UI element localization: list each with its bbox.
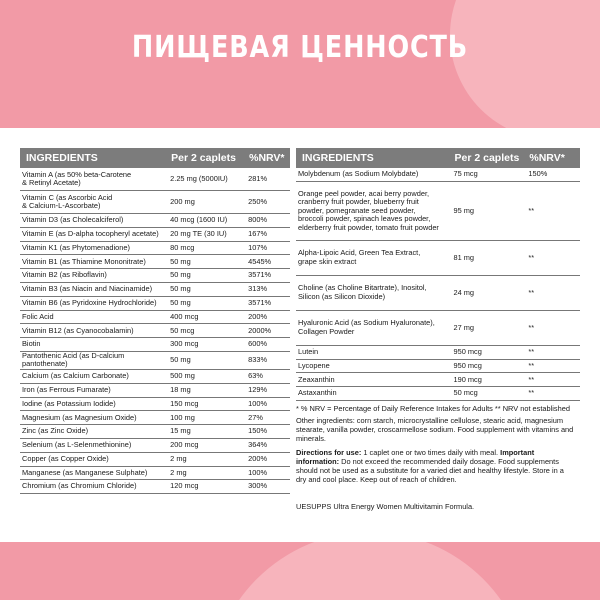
nrv-cell: 129% [246,383,290,397]
ingredients-table-right [296,148,580,401]
ingredient-cell: Astaxanthin [296,387,452,401]
nrv-cell: 600% [246,338,290,352]
nrv-cell: 63% [246,369,290,383]
nrv-cell: 313% [246,282,290,296]
nrv-cell: 3571% [246,269,290,283]
important-text: Do not exceed the recommended daily dosage. Food supplements should not be used as a substitute for a varied diet and healthy lifestyle. Store in a dry and cool place. Keep out of reach of children. [296,457,564,484]
table-row [20,438,290,452]
amount-cell: 400 mcg [168,310,246,324]
amount-cell: 50 mg [168,255,246,269]
amount-cell: 2 mg [168,466,246,480]
ingredient-cell: Vitamin B2 (as Riboflavin) [20,269,168,283]
page-title: ПИЩЕВАЯ ЦЕННОСТЬ [131,30,469,65]
table-row [20,351,290,369]
nrv-cell: 833% [246,351,290,369]
ingredient-cell: Alpha-Lipoic Acid, Green Tea Extract, grape skin extract [296,240,452,275]
ingredient-cell: Zinc (as Zinc Oxide) [20,425,168,439]
header-ingredients: INGREDIENTS [20,148,168,168]
table-row [20,397,290,411]
nrv-cell: ** [526,359,580,373]
ingredient-cell: Pantothenic Acid (as D-calcium pantothenate) [20,351,168,369]
table-body-left [20,168,290,494]
nrv-cell: ** [526,310,580,345]
amount-cell: 200 mcg [168,438,246,452]
amount-cell: 81 mg [452,240,527,275]
ingredient-cell: Vitamin B3 (as Niacin and Niacinamide) [20,282,168,296]
amount-cell: 100 mg [168,411,246,425]
ingredient-cell: Hyaluronic Acid (as Sodium Hyaluronate), Collagen Powder [296,310,452,345]
nrv-cell: 281% [246,168,290,191]
ingredient-cell: Vitamin A (as 50% beta-Carotene & Retinyl Acetate) [20,168,168,191]
nrv-cell: 100% [246,466,290,480]
amount-cell: 50 mg [168,269,246,283]
header-nrv: %NRV* [246,148,290,168]
table-row [20,466,290,480]
amount-cell: 80 mcg [168,241,246,255]
table-row [20,214,290,228]
header-ingredients: INGREDIENTS [296,148,452,168]
directions-label: Directions for use: [296,448,362,457]
ingredient-cell: Vitamin C (as Ascorbic Acid & Calcium-L-Ascorbate) [20,191,168,214]
nrv-cell: ** [526,181,580,240]
header-per: Per 2 caplets [168,148,246,168]
ingredient-cell: Folic Acid [20,310,168,324]
amount-cell: 200 mg [168,191,246,214]
table-row [296,345,580,359]
ingredient-cell: Molybdenum (as Sodium Molybdate) [296,168,452,181]
ingredient-cell: Vitamin E (as D-alpha tocopheryl acetate) [20,227,168,241]
nrv-cell: 250% [246,191,290,214]
amount-cell: 20 mg TE (30 IU) [168,227,246,241]
nrv-cell: 107% [246,241,290,255]
nrv-cell: ** [526,275,580,310]
table-row [296,387,580,401]
ingredient-cell: Iron (as Ferrous Fumarate) [20,383,168,397]
table-row [20,338,290,352]
ingredient-cell: Vitamin D3 (as Cholecalciferol) [20,214,168,228]
nrv-cell: 800% [246,214,290,228]
table-row [296,373,580,387]
amount-cell: 15 mg [168,425,246,439]
amount-cell: 50 mcg [452,387,527,401]
table-row [296,359,580,373]
amount-cell: 120 mcg [168,480,246,494]
nrv-cell: 200% [246,310,290,324]
ingredient-cell: Vitamin B6 (as Pyridoxine Hydrochloride) [20,296,168,310]
ingredient-cell: Manganese (as Manganese Sulphate) [20,466,168,480]
nutrition-panel [20,148,580,536]
amount-cell: 300 mcg [168,338,246,352]
ingredient-cell: Vitamin K1 (as Phytomenadione) [20,241,168,255]
table-row [20,411,290,425]
ingredient-cell: Zeaxanthin [296,373,452,387]
amount-cell: 50 mg [168,282,246,296]
ingredient-cell: Selenium (as L-Selenmethionine) [20,438,168,452]
nrv-cell: 3571% [246,296,290,310]
ingredient-cell: Lycopene [296,359,452,373]
ingredient-cell: Chromium (as Chromium Chloride) [20,480,168,494]
ingredient-cell: Lutein [296,345,452,359]
amount-cell: 18 mg [168,383,246,397]
table-row [296,240,580,275]
ingredient-cell: Orange peel powder, acai berry powder, cranberry fruit powder, blueberry fruit powder, pomegranate seed powder, broccoli powder, spinach leaves powder, elderberry fruit powder, tomato fruit powder [296,181,452,240]
table-row [20,255,290,269]
table-row [20,310,290,324]
footer-band [0,542,600,600]
ingredient-cell: Copper (as Copper Oxide) [20,452,168,466]
amount-cell: 95 mg [452,181,527,240]
amount-cell: 50 mg [168,351,246,369]
amount-cell: 2.25 mg (5000IU) [168,168,246,191]
header-nrv: %NRV* [526,148,580,168]
table-row [20,480,290,494]
ingredient-cell: Vitamin B1 (as Thiamine Mononitrate) [20,255,168,269]
amount-cell: 950 mcg [452,359,527,373]
formula-name: UESUPPS Ultra Energy Women Multivitamin Formula. [296,502,475,511]
table-row [20,324,290,338]
nrv-cell: 100% [246,397,290,411]
nrv-cell: 300% [246,480,290,494]
ingredient-cell: Magnesium (as Magnesium Oxide) [20,411,168,425]
nrv-cell: 150% [246,425,290,439]
table-row [20,369,290,383]
table-header [296,148,580,168]
amount-cell: 40 mcg (1600 IU) [168,214,246,228]
amount-cell: 27 mg [452,310,527,345]
amount-cell: 75 mcg [452,168,527,181]
table-row [296,181,580,240]
directions-block [296,448,576,484]
amount-cell: 2 mg [168,452,246,466]
nrv-cell: 167% [246,227,290,241]
decorative-circle [210,542,530,600]
ingredient-cell: Choline (as Choline Bitartrate), Inositol, Silicon (as Silicon Dioxide) [296,275,452,310]
amount-cell: 950 mcg [452,345,527,359]
table-row [20,383,290,397]
nrv-cell: 4545% [246,255,290,269]
nrv-cell: ** [526,345,580,359]
ingredient-cell: Iodine (as Potassium Iodide) [20,397,168,411]
nrv-cell: ** [526,373,580,387]
table-row [296,310,580,345]
amount-cell: 50 mcg [168,324,246,338]
ingredients-table-left [20,148,290,494]
ingredient-cell: Vitamin B12 (as Cyanocobalamin) [20,324,168,338]
amount-cell: 190 mcg [452,373,527,387]
table-row [296,275,580,310]
table-body-right [296,168,580,400]
nrv-note: * % NRV = Percentage of Daily Reference Intakes for Adults ** NRV not established [296,404,570,413]
ingredient-cell: Biotin [20,338,168,352]
table-row [20,296,290,310]
directions-text: 1 caplet one or two times daily with meal. [361,448,501,457]
amount-cell: 24 mg [452,275,527,310]
table-row [296,168,580,181]
nrv-cell: ** [526,387,580,401]
table-row [20,425,290,439]
other-ingredients: Other ingredients: corn starch, microcrystalline cellulose, stearic acid, magnesium stearate, vanilla powder, croscarmellose sodium. Food supplement with vitamins and minerals. [296,416,574,443]
amount-cell: 500 mg [168,369,246,383]
nrv-cell: 364% [246,438,290,452]
table-row [20,241,290,255]
table-row [20,191,290,214]
table-row [20,168,290,191]
important-label: Important information: [296,448,535,466]
table-header [20,148,290,168]
header-per: Per 2 caplets [452,148,527,168]
table-row [20,269,290,283]
table-row [20,282,290,296]
nrv-cell: ** [526,240,580,275]
amount-cell: 50 mg [168,296,246,310]
table-row [20,227,290,241]
table-row [20,452,290,466]
nrv-cell: 150% [526,168,580,181]
nrv-cell: 2000% [246,324,290,338]
amount-cell: 150 mcg [168,397,246,411]
ingredient-cell: Calcium (as Calcium Carbonate) [20,369,168,383]
nrv-cell: 27% [246,411,290,425]
nrv-cell: 200% [246,452,290,466]
